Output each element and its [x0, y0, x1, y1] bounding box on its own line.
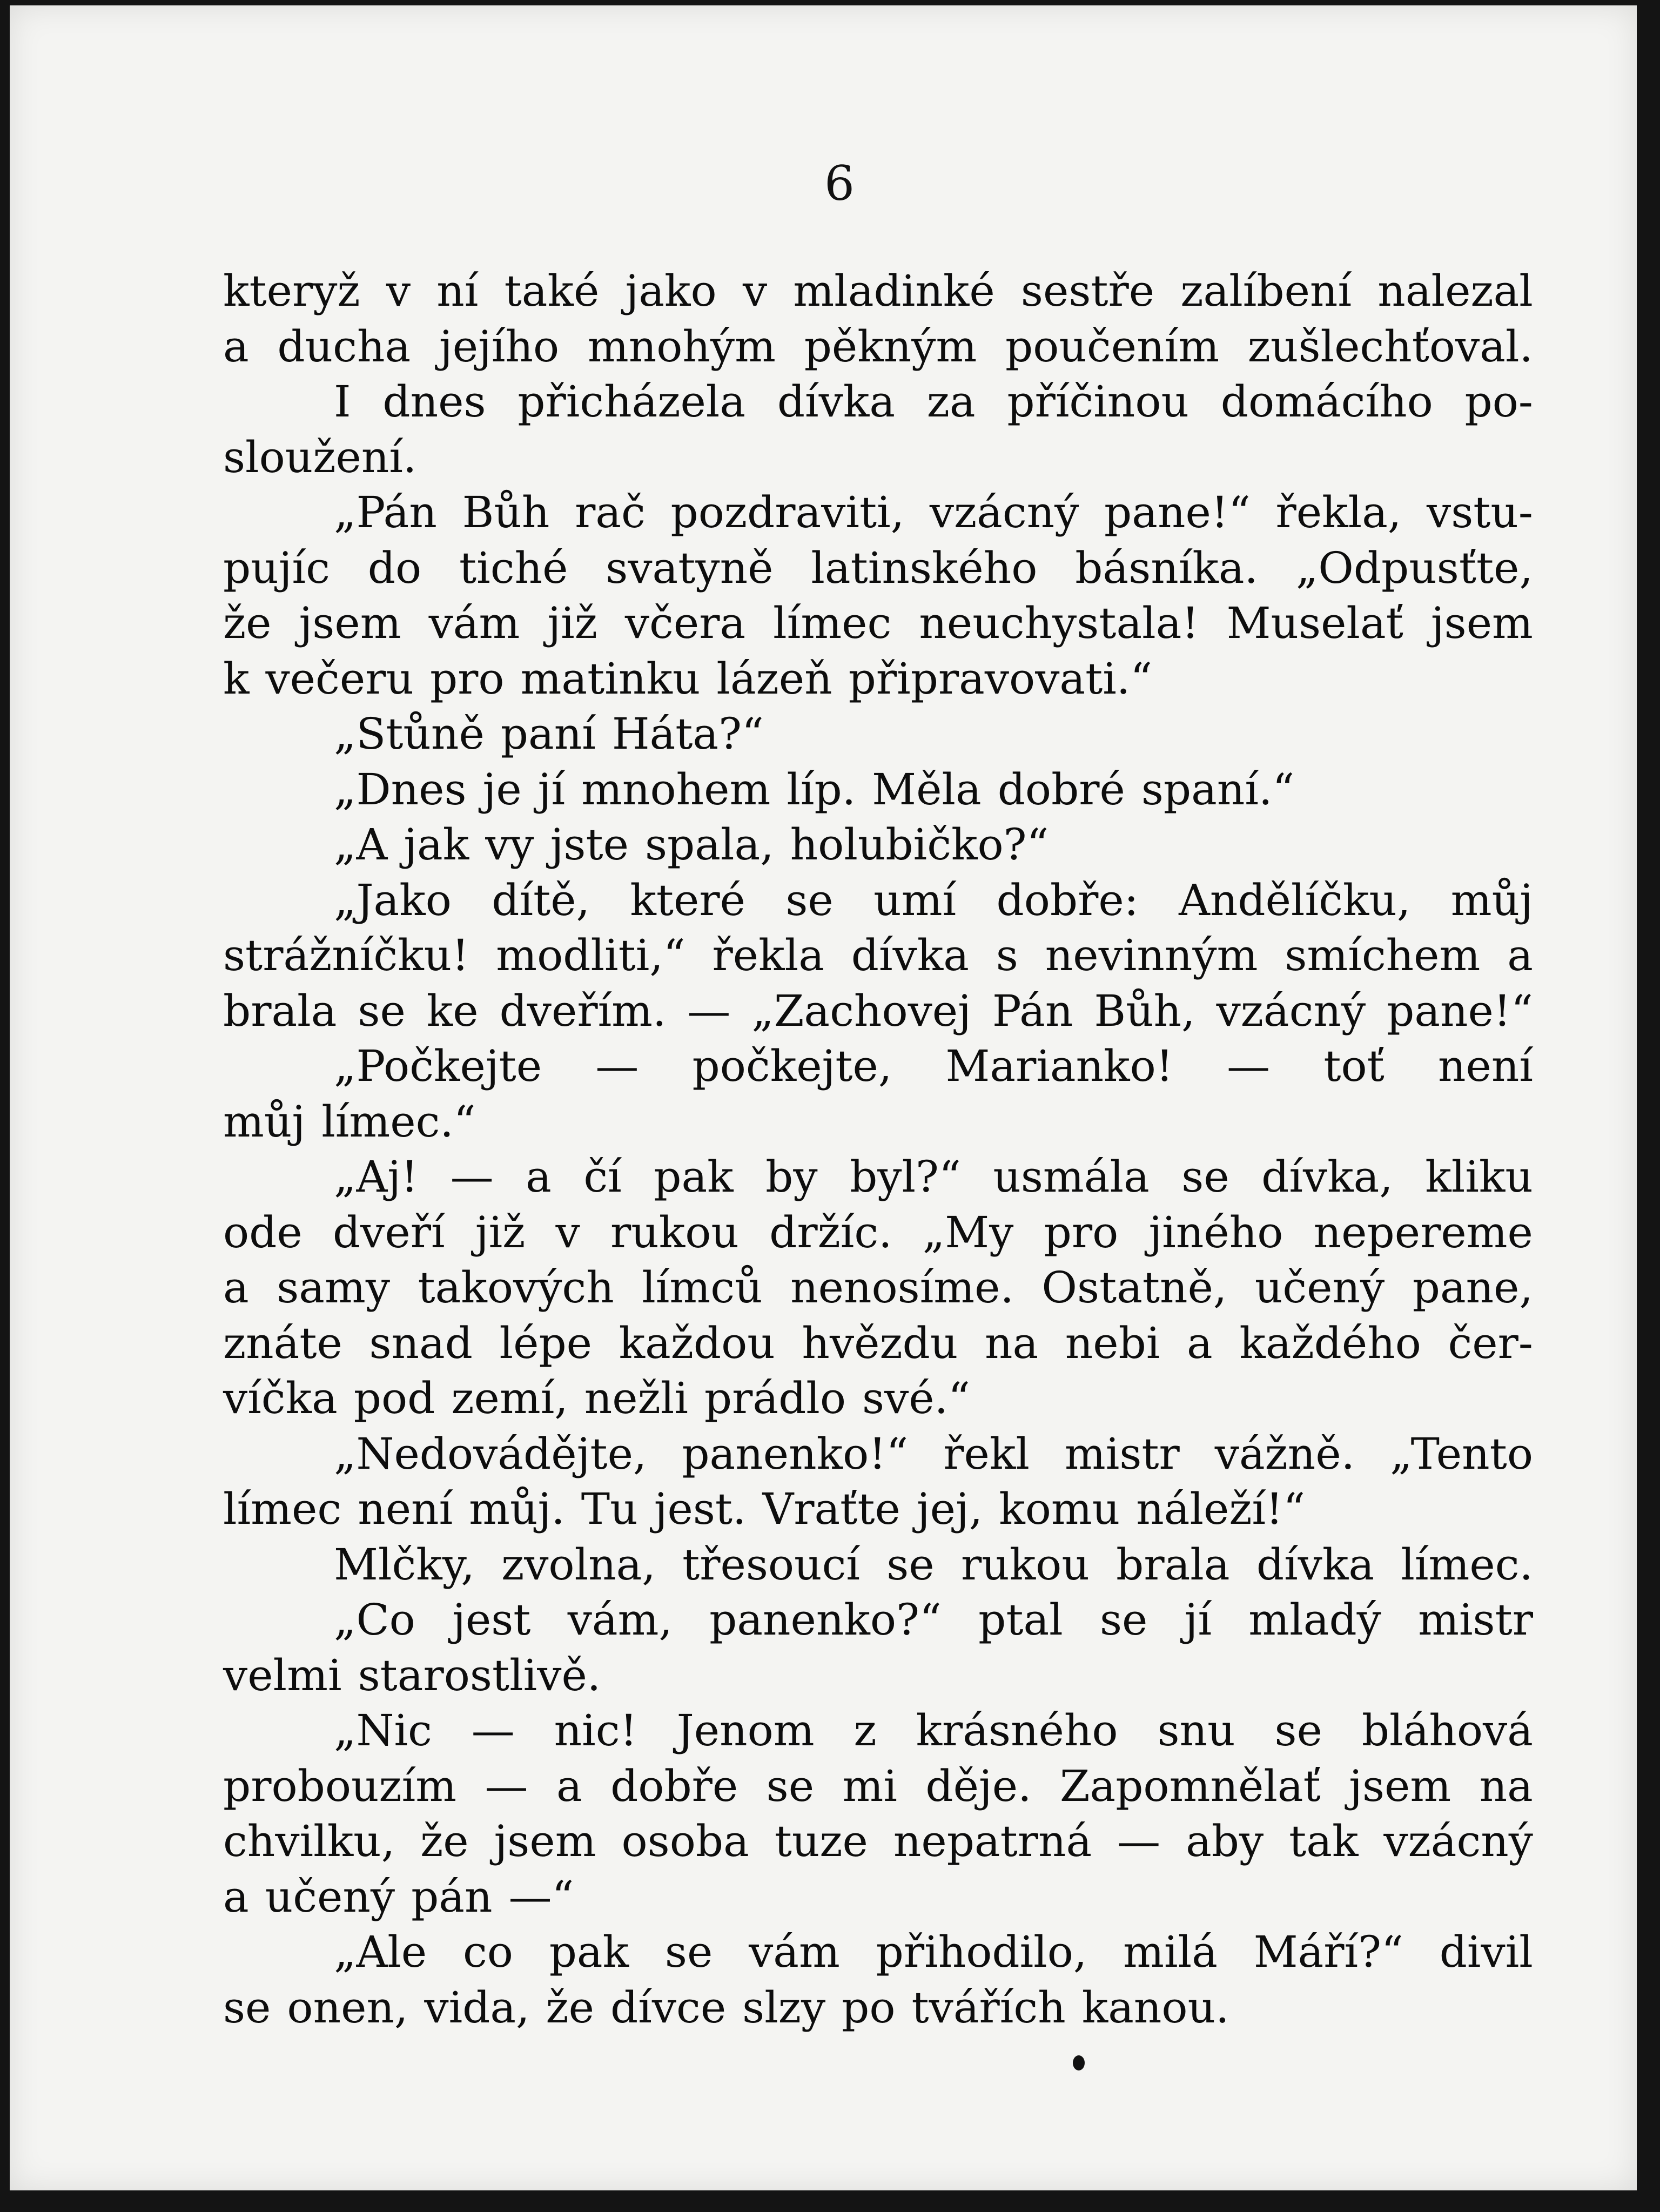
word: mladý	[1248, 1595, 1381, 1645]
word: dívka	[1256, 1539, 1375, 1590]
word: chvilku,	[223, 1816, 395, 1866]
word: „Jako	[334, 875, 452, 925]
word: již	[547, 598, 597, 648]
text-line	[223, 817, 1533, 873]
word: čer-	[1448, 1317, 1533, 1368]
word: „Počkejte	[334, 1041, 542, 1091]
word: se	[223, 1982, 271, 2033]
word: dívka	[777, 376, 896, 427]
word: zalíbení	[1180, 266, 1352, 316]
word: mladinké	[793, 266, 995, 316]
text-line	[223, 1537, 1533, 1593]
word: ducha	[277, 321, 411, 372]
word: nalezal	[1377, 266, 1533, 316]
word: pujíc	[223, 542, 330, 593]
word: Měla	[872, 764, 982, 815]
word: vzácný	[929, 487, 1079, 537]
text-line	[223, 1870, 1533, 1925]
word: s	[996, 930, 1018, 980]
text-line	[223, 1703, 1533, 1759]
word: „Tento	[1390, 1428, 1533, 1479]
word: prádlo	[704, 1373, 846, 1423]
word: nebi	[1065, 1317, 1160, 1368]
word: onen,	[287, 1982, 408, 2033]
text-line	[223, 984, 1533, 1039]
word: včera	[624, 598, 746, 648]
word: se	[785, 875, 834, 925]
word: není	[1438, 1041, 1533, 1091]
word: jej,	[916, 1484, 983, 1534]
word: pane!“	[1104, 487, 1251, 537]
word: své.“	[862, 1373, 970, 1423]
word: mnohem	[581, 764, 771, 815]
word: sestře	[1020, 266, 1155, 316]
word: líp.	[787, 764, 856, 815]
word: třesoucí	[682, 1539, 860, 1590]
word: pro	[429, 653, 505, 704]
word: můj	[1450, 875, 1533, 925]
word: spaní.“	[1141, 764, 1295, 815]
word: se	[664, 1927, 713, 1977]
word: „Zachovej	[751, 985, 971, 1036]
text-line	[223, 1427, 1533, 1482]
word: Muselať	[1226, 598, 1403, 648]
word: se	[766, 1760, 815, 1811]
word: —	[485, 1760, 528, 1811]
word: Bůh,	[1094, 985, 1195, 1036]
text-line	[223, 873, 1533, 929]
word: Vraťte	[762, 1484, 900, 1534]
word: samy	[277, 1262, 391, 1313]
word: tiché	[459, 542, 568, 593]
word: básníka.	[1075, 542, 1258, 593]
word: starostlivě.	[358, 1650, 601, 1700]
text-line	[223, 707, 1533, 762]
word: vstu-	[1427, 487, 1533, 537]
word: toť	[1323, 1041, 1385, 1091]
word: pak	[549, 1927, 629, 1977]
word: že	[546, 1982, 595, 2033]
word: přicházela	[518, 376, 746, 427]
word: se	[358, 985, 406, 1036]
text-line	[223, 1925, 1533, 1980]
word: k	[223, 653, 250, 704]
word: „Nedovádějte,	[334, 1428, 647, 1479]
text-line	[223, 762, 1533, 818]
word: v	[555, 1207, 580, 1258]
word: které	[630, 875, 745, 925]
word: příčinou	[1007, 376, 1189, 427]
word: jsem	[1430, 598, 1533, 648]
word: Zapomnělať	[1059, 1760, 1321, 1811]
ink-speck	[1073, 2055, 1085, 2070]
word: „Ale	[334, 1927, 427, 1977]
word: —	[595, 1041, 639, 1091]
word: rukou	[610, 1207, 739, 1258]
word: můj	[223, 1096, 306, 1147]
word: jejího	[439, 321, 560, 372]
word: po-	[1464, 376, 1533, 427]
word: Mlčky,	[334, 1539, 475, 1590]
text-line	[223, 541, 1533, 596]
word: dobré	[997, 764, 1125, 815]
word: jí	[1184, 1595, 1212, 1645]
word: komu	[999, 1484, 1120, 1534]
word: límců	[642, 1262, 763, 1313]
word: probouzím	[223, 1760, 457, 1811]
word: strážníčku!	[223, 930, 469, 980]
text-line	[223, 651, 1533, 707]
word: řekla,	[1275, 487, 1402, 537]
word: víčka	[223, 1373, 338, 1423]
word: se	[1100, 1595, 1148, 1645]
body-text	[223, 264, 1533, 2035]
word: hvězdu	[802, 1317, 958, 1368]
word: Háta?“	[611, 709, 764, 759]
word: dívka	[851, 930, 969, 980]
word: jest	[452, 1595, 531, 1645]
word: snad	[369, 1317, 473, 1368]
word: „Stůně	[334, 709, 485, 759]
word: Máří?“	[1253, 1927, 1403, 1977]
word: dívce	[610, 1982, 727, 2033]
word: a	[1507, 930, 1533, 980]
word: svatyně	[606, 542, 774, 593]
word: límec	[223, 1484, 342, 1534]
word: límec	[773, 598, 892, 648]
word: brala	[223, 985, 337, 1036]
text-line	[223, 1371, 1533, 1427]
word: „My	[922, 1207, 1014, 1258]
word: z	[853, 1705, 877, 1756]
text-line	[223, 1260, 1533, 1316]
word: kanou.	[1081, 1982, 1229, 2033]
word: pozdraviti,	[670, 487, 905, 537]
word: že	[420, 1816, 469, 1866]
word: dobře:	[996, 875, 1139, 925]
word: by	[765, 1152, 818, 1202]
word: slzy	[742, 1982, 826, 2033]
word: vzácný	[1216, 985, 1366, 1036]
word: řekl	[943, 1428, 1030, 1479]
word: Pán	[992, 985, 1073, 1036]
word: po	[842, 1982, 896, 2033]
word: večeru	[265, 653, 414, 704]
word: můj.	[469, 1484, 565, 1534]
word: „Pán	[334, 487, 437, 537]
text-line	[223, 596, 1533, 651]
word: učený	[265, 1871, 395, 1922]
text-line	[223, 264, 1533, 319]
word: čí	[583, 1152, 622, 1202]
word: počkejte,	[692, 1041, 892, 1091]
word: nežli	[584, 1373, 688, 1423]
word: dítě,	[492, 875, 590, 925]
word: latinského	[811, 542, 1038, 593]
text-line	[223, 1648, 1533, 1704]
word: Bůh	[462, 487, 550, 537]
word: zemí,	[451, 1373, 568, 1423]
word: jak	[404, 819, 469, 870]
word: jest.	[654, 1484, 747, 1534]
word: „A	[334, 819, 388, 870]
word: mnohým	[587, 321, 776, 372]
text-line	[223, 1814, 1533, 1870]
word: vám,	[567, 1595, 673, 1645]
text-line	[223, 1039, 1533, 1094]
word: na	[1479, 1760, 1533, 1811]
word: vám	[428, 598, 520, 648]
word: „Co	[334, 1595, 415, 1645]
word: nevinným	[1045, 930, 1258, 980]
word: zvolna,	[501, 1539, 656, 1590]
word: usmála	[993, 1152, 1150, 1202]
word: rač	[575, 487, 646, 537]
word: jí	[537, 764, 566, 815]
word: neuchystala!	[919, 598, 1199, 648]
page-number: 6	[824, 156, 855, 211]
word: spala,	[644, 819, 774, 870]
word: —	[1227, 1041, 1271, 1091]
word: I	[334, 376, 351, 427]
word: nepatrná	[893, 1816, 1092, 1866]
word: matinku	[520, 653, 701, 704]
word: —	[687, 985, 731, 1036]
word: kteryž	[223, 266, 360, 316]
word: nic!	[554, 1705, 637, 1756]
word: Ostatně,	[1041, 1262, 1227, 1313]
word: „Aj!	[334, 1152, 419, 1202]
word: nepereme	[1313, 1207, 1533, 1258]
word: pro	[1044, 1207, 1119, 1258]
word: dveří	[332, 1207, 445, 1258]
word: poučením	[1005, 321, 1220, 372]
word: jsem	[299, 598, 401, 648]
word: není	[358, 1484, 453, 1534]
word: pěkným	[804, 321, 977, 372]
word: jsem	[494, 1816, 596, 1866]
word: v	[742, 266, 768, 316]
word: dobře	[610, 1760, 738, 1811]
word: ke	[426, 985, 479, 1036]
word: smíchem	[1285, 930, 1481, 980]
word: domácího	[1220, 376, 1433, 427]
text-line	[223, 1482, 1533, 1537]
word: paní	[500, 709, 596, 759]
word: panenko!“	[682, 1428, 909, 1479]
word: vida,	[424, 1982, 530, 2033]
word: za	[926, 376, 976, 427]
text-line	[223, 319, 1533, 375]
word: mi	[842, 1760, 897, 1811]
word: tak	[1289, 1816, 1359, 1866]
text-line	[223, 485, 1533, 541]
word: modliti,“	[496, 930, 685, 980]
word: vy	[485, 819, 534, 870]
word: rukou	[960, 1539, 1090, 1590]
word: bláhová	[1361, 1705, 1533, 1756]
word: kliku	[1425, 1152, 1533, 1202]
word: Marianko!	[945, 1041, 1173, 1091]
word: vzácný	[1383, 1816, 1533, 1866]
word: vážně.	[1214, 1428, 1355, 1479]
word: nenosíme.	[790, 1262, 1014, 1313]
word: pán	[411, 1871, 493, 1922]
word: každou	[619, 1317, 775, 1368]
word: „Nic	[334, 1705, 432, 1756]
word: ní	[436, 266, 479, 316]
word: pak	[654, 1152, 734, 1202]
word: je	[482, 764, 522, 815]
word: přihodilo,	[876, 1927, 1087, 1977]
word: holubičko?“	[790, 819, 1049, 870]
word: —	[471, 1705, 515, 1756]
word: takových	[418, 1262, 614, 1313]
word: snu	[1157, 1705, 1235, 1756]
word: Jenom	[676, 1705, 815, 1756]
word: jste	[550, 819, 629, 870]
word: že	[223, 598, 272, 648]
text-line	[223, 928, 1533, 984]
word: krásného	[916, 1705, 1118, 1756]
word: —“	[508, 1871, 574, 1922]
word: ptal	[978, 1595, 1063, 1645]
word: také	[504, 266, 600, 316]
word: a	[526, 1152, 552, 1202]
word: —	[1117, 1816, 1161, 1866]
word: dívka,	[1261, 1152, 1393, 1202]
word: znáte	[223, 1317, 342, 1368]
word: Tu	[581, 1484, 638, 1534]
word: aby	[1186, 1816, 1264, 1866]
text-line	[223, 1980, 1533, 2036]
word: děje.	[925, 1760, 1032, 1811]
word: vám	[749, 1927, 840, 1977]
word: tuze	[774, 1816, 868, 1866]
word: Andělíčku,	[1179, 875, 1411, 925]
word: pod	[353, 1373, 435, 1423]
word: zušlechťoval.	[1247, 321, 1533, 372]
word: již	[475, 1207, 526, 1258]
word: jako	[625, 266, 717, 316]
word: sloužení.	[223, 432, 417, 482]
word: a	[223, 1871, 249, 1922]
word: panenko?“	[709, 1595, 942, 1645]
word: mistr	[1418, 1595, 1533, 1645]
word: náleží!“	[1136, 1484, 1306, 1534]
text-line	[223, 430, 1533, 486]
word: dveřím.	[499, 985, 667, 1036]
word: a	[1187, 1317, 1213, 1368]
word: osoba	[621, 1816, 749, 1866]
word: mistr	[1064, 1428, 1180, 1479]
word: učený	[1254, 1262, 1385, 1313]
word: lázeň	[716, 653, 832, 704]
word: co	[462, 1927, 513, 1977]
text-line	[223, 1316, 1533, 1371]
text-line	[223, 374, 1533, 430]
word: pane!“	[1387, 985, 1533, 1036]
word: na	[984, 1317, 1039, 1368]
word: jsem	[1349, 1760, 1451, 1811]
word: „Odpusťte,	[1295, 542, 1533, 593]
word: —	[450, 1152, 494, 1202]
word: držíc.	[769, 1207, 892, 1258]
word: v	[386, 266, 411, 316]
word: velmi	[223, 1650, 342, 1700]
word: řekla	[712, 930, 824, 980]
word: se	[1181, 1152, 1229, 1202]
word: dnes	[382, 376, 486, 427]
word: se	[1274, 1705, 1322, 1756]
word: divil	[1439, 1927, 1533, 1977]
text-line	[223, 1759, 1533, 1814]
word: do	[367, 542, 422, 593]
word: „Dnes	[334, 764, 467, 815]
word: a	[223, 321, 249, 372]
word: brala	[1116, 1539, 1230, 1590]
word: umí	[873, 875, 957, 925]
word: límec.	[1401, 1539, 1533, 1590]
book-page	[10, 5, 1637, 2190]
word: se	[886, 1539, 935, 1590]
text-line	[223, 1094, 1533, 1150]
word: a	[556, 1760, 582, 1811]
word: připravovati.“	[848, 653, 1153, 704]
word: jiného	[1148, 1207, 1283, 1258]
text-line	[223, 1149, 1533, 1205]
word: tvářích	[911, 1982, 1066, 2033]
text-line	[223, 1592, 1533, 1648]
word: pane,	[1412, 1262, 1533, 1313]
word: lépe	[499, 1317, 593, 1368]
word: ode	[223, 1207, 303, 1258]
word: byl?“	[850, 1152, 961, 1202]
word: milá	[1123, 1927, 1218, 1977]
word: límec.“	[321, 1096, 476, 1147]
word: a	[223, 1262, 249, 1313]
text-line	[223, 1205, 1533, 1261]
word: každého	[1239, 1317, 1421, 1368]
